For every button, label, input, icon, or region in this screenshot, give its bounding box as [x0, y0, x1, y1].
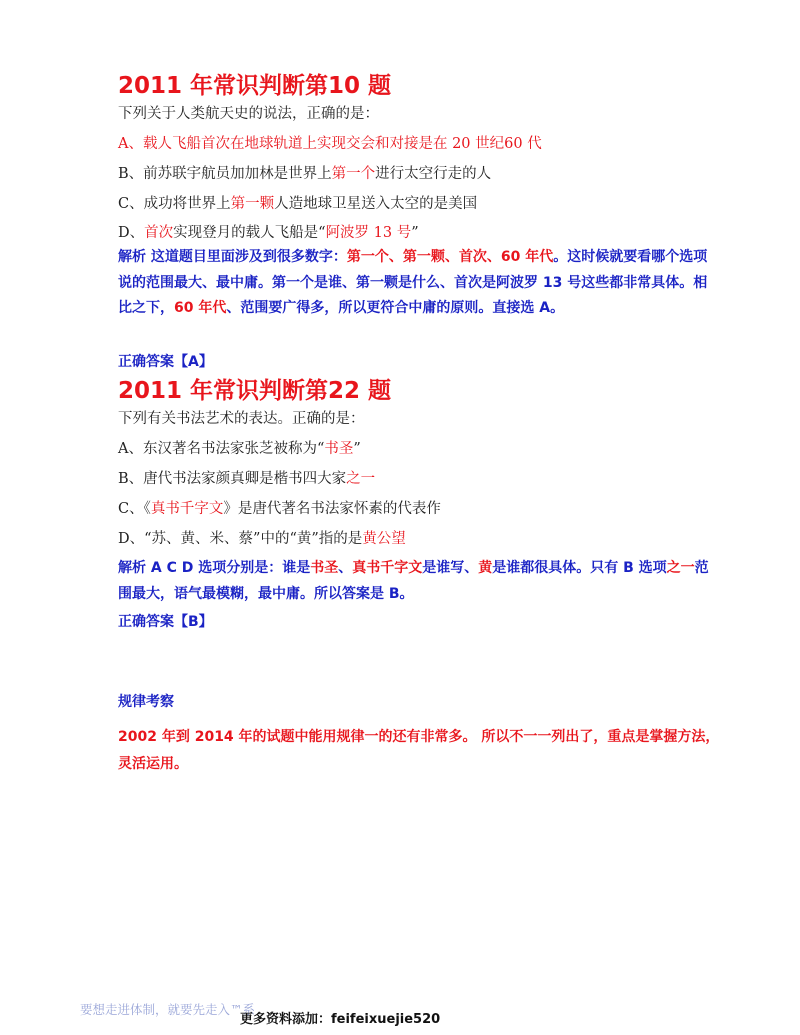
question-1-option-d: D、首次实现登月的载人飞船是“阿波罗 13 号” — [118, 225, 419, 241]
question-2-stem: 下列有关书法艺术的表达。正确的是： — [118, 411, 365, 427]
question-1-title: 2011 年常识判断第10 题 — [118, 73, 392, 99]
question-2-option-a: A、东汉著名书法家张芝被称为“书圣” — [118, 441, 361, 457]
question-2-title: 2011 年常识判断第22 题 — [118, 378, 392, 404]
question-2-option-d: D、“苏、黄、米、蔡”中的“黄”指的是黄公望 — [118, 531, 406, 547]
question-1-option-a: A、载人飞船首次在地球轨道上实现交会和对接是在 20 世纪60 代 — [118, 136, 542, 152]
question-2-analysis: 解析 A C D 选项分别是：谁是书圣、真书千字文是谁写、黄是谁都很具体。只有 B 选项之一范围最大，语气最模糊，最中庸。所以答案是 B。 — [118, 560, 709, 602]
question-2-answer: 正确答案【B】 — [118, 614, 213, 630]
question-2-option-c: C、《真书千字文》是唐代著名书法家怀素的代表作 — [118, 501, 441, 517]
footer-contact: 更多资料添加：feifeixuejie520 — [240, 1012, 441, 1027]
footer-watermark: 要想走进体制，就要先走入™系 — [80, 1002, 256, 1017]
law-heading: 规律考察 — [118, 694, 174, 710]
question-1-stem: 下列关于人类航天史的说法，正确的是： — [118, 106, 379, 122]
question-1-option-b: B、前苏联宇航员加加林是世界上第一个进行太空行走的人 — [118, 166, 492, 182]
law-body: 2002 年到 2014 年的试题中能用规律一的还有非常多。 所以不一一列出了，重点是掌握方法，灵活运用。 — [118, 729, 720, 772]
question-1-answer: 正确答案【A】 — [118, 354, 213, 370]
question-1-analysis: 解析 这道题目里面涉及到很多数字：第一个、第一颗、首次、60 年代。这时候就要看哪个选项说的范围最大、最中庸。第一个是谁、第一颗是什么、首次是阿波罗 13 号这些都非常具体。相比之下，60 年代、范围要广得多，所以更符合中庸的原则。直接选 A。 — [118, 249, 708, 316]
question-2-option-b: B、唐代书法家颜真卿是楷书四大家之一 — [118, 471, 376, 487]
question-1-option-c: C、成功将世界上第一颗人造地球卫星送入太空的是美国 — [118, 196, 478, 212]
